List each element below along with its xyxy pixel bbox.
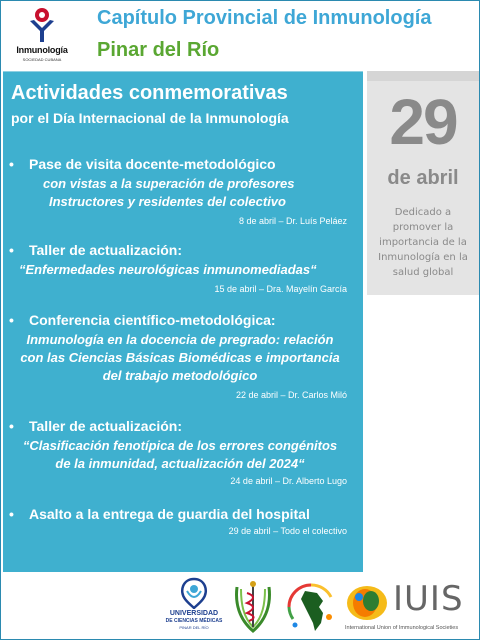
activity-date-speaker: 8 de abril – Dr. Luís Peláez [238, 216, 347, 226]
date-panel-strip [367, 71, 479, 81]
activity-item [3, 242, 357, 298]
chapter-title: Capítulo Provincial de Inmunología [97, 7, 432, 29]
iuis-logo [345, 579, 475, 635]
activity-line: Inmunología en la docencia de pregrado: relación [26, 332, 334, 347]
activity-item [3, 418, 357, 490]
logo-name: Inmunología [16, 45, 68, 55]
footer-logos [1, 573, 479, 639]
caduceus-emblem-icon [233, 579, 273, 633]
activities-subheading: por el Día Internacional de la Inmunología [11, 110, 289, 126]
university-name-line3: PINAR DEL RÍO [179, 625, 209, 630]
activities-panel [3, 71, 363, 572]
activity-title: Taller de actualización: [29, 242, 183, 258]
activity-line: con vistas a la superación de profesores [43, 176, 295, 191]
activity-line: con las Ciencias Básicas Biomédicas e importancia [20, 350, 340, 365]
activity-item [3, 156, 357, 232]
activity-line: del trabajo metodológico [102, 368, 258, 383]
date-note: Dedicado a promover la importancia de la Inmunología en la salud global [378, 207, 468, 278]
date-panel [367, 71, 479, 295]
logo-subtitle: SOCIEDAD CUBANA [22, 57, 62, 62]
bullet: • [9, 312, 14, 328]
immunology-society-logo [15, 7, 69, 67]
university-emblem-icon [161, 577, 227, 609]
bullet: • [9, 156, 14, 172]
activity-line: “Enfermedades neurológicas inmunomediadas“ [19, 262, 317, 277]
activity-line: de la inmunidad, actualización del 2024“ [55, 456, 305, 471]
activity-title: Taller de actualización: [29, 418, 183, 434]
activity-item [3, 312, 357, 404]
university-logo [161, 577, 227, 637]
date-day: 29 [389, 86, 457, 158]
iuis-full-name: International Union of Immunological Societies [345, 625, 459, 631]
activity-line: Instructores y residentes del colectivo [49, 194, 286, 209]
activity-line: “Clasificación fenotípica de los errores congénitos [22, 438, 338, 453]
header [1, 1, 479, 71]
activity-date-speaker: 29 de abril – Todo el colectivo [228, 526, 347, 536]
bullet: • [9, 418, 14, 434]
activity-item [3, 506, 357, 546]
immunology-emblem-icon [27, 7, 57, 43]
activity-title: Pase de visita docente-metodológico [29, 156, 276, 172]
activity-date-speaker: 15 de abril – Dra. Mayelín García [214, 284, 347, 294]
activity-title: Conferencia científico-metodológica: [29, 312, 276, 328]
iuis-globe-icon [345, 583, 389, 623]
bullet: • [9, 242, 14, 258]
province-title: Pinar del Río [97, 39, 220, 61]
iuis-acronym: IUIS [393, 579, 464, 619]
university-name-line2: DE CIENCIAS MÉDICAS [165, 618, 223, 624]
activity-title: Asalto a la entrega de guardia del hospital [29, 506, 310, 522]
university-name-line1: UNIVERSIDAD [169, 610, 219, 617]
activities-heading: Actividades conmemorativas [11, 82, 288, 104]
date-month: de abril [387, 167, 459, 189]
bullet: • [9, 506, 14, 522]
americas-map-icon [283, 577, 339, 635]
activity-date-speaker: 24 de abril – Dr. Alberto Lugo [230, 476, 347, 486]
activity-date-speaker: 22 de abril – Dr. Carlos Miló [235, 390, 347, 400]
